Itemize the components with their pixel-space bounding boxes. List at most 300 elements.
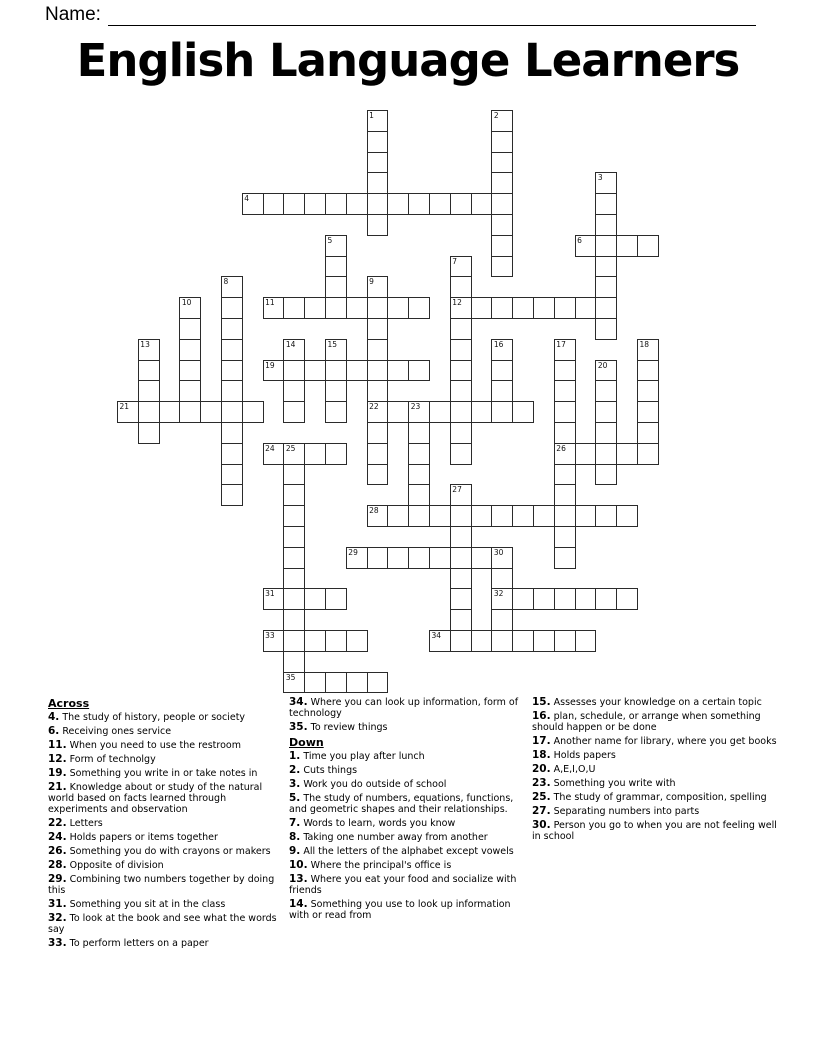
grid-cell[interactable]	[325, 401, 347, 423]
grid-cell[interactable]	[595, 318, 617, 340]
grid-cell[interactable]	[387, 547, 409, 569]
grid-cell[interactable]	[554, 630, 576, 652]
grid-cell[interactable]	[221, 484, 243, 506]
clue-number: 5.	[289, 792, 301, 804]
cell-number: 2	[493, 111, 499, 120]
grid-cell[interactable]	[283, 568, 305, 590]
cell-number: 33	[265, 631, 275, 640]
clue-number: 11.	[48, 739, 67, 751]
grid-cell[interactable]	[387, 193, 409, 215]
grid-cell[interactable]	[408, 401, 430, 423]
grid-cell[interactable]	[221, 443, 243, 465]
grid-cell[interactable]	[367, 131, 389, 153]
grid-cell[interactable]	[450, 318, 472, 340]
grid-cell[interactable]	[575, 630, 597, 652]
grid-cell[interactable]	[179, 360, 201, 382]
grid-cell[interactable]	[263, 297, 285, 319]
grid-cell[interactable]	[408, 297, 430, 319]
grid-cell[interactable]	[408, 193, 430, 215]
grid-cell[interactable]	[450, 339, 472, 361]
clue-number: 20.	[532, 763, 551, 775]
grid-cell[interactable]	[346, 672, 368, 694]
clue-number: 21.	[48, 781, 67, 793]
grid-cell[interactable]	[408, 360, 430, 382]
clue-text: All the letters of the alphabet except vowels	[300, 846, 514, 857]
grid-cell[interactable]	[367, 547, 389, 569]
grid-cell[interactable]	[554, 380, 576, 402]
grid-cell[interactable]	[408, 505, 430, 527]
grid-cell[interactable]	[200, 401, 222, 423]
clue-text: Form of technolgy	[66, 754, 156, 765]
grid-cell[interactable]	[575, 505, 597, 527]
grid-cell[interactable]	[533, 505, 555, 527]
grid-cell[interactable]	[554, 297, 576, 319]
grid-cell[interactable]	[367, 297, 389, 319]
grid-cell[interactable]	[221, 318, 243, 340]
clue-text: Something you sit at in the class	[66, 899, 226, 910]
grid-cell[interactable]	[471, 630, 493, 652]
grid-cell[interactable]	[491, 505, 513, 527]
grid-cell[interactable]	[263, 193, 285, 215]
clue-text: Knowledge about or study of the natural world based on facts learned through experiments and observation	[48, 782, 263, 815]
grid-cell[interactable]	[138, 360, 160, 382]
clue-number: 17.	[532, 735, 551, 747]
grid-cell[interactable]	[554, 339, 576, 361]
clue-text: plan, schedule, or arrange when something should happen or be done	[532, 711, 761, 733]
clue-item	[48, 726, 288, 737]
cell-number: 23	[410, 402, 421, 412]
clue-item	[532, 778, 782, 789]
clue-item	[532, 711, 782, 733]
clue-text: Another name for library, where you get books	[550, 736, 777, 747]
clue-text: To perform letters on a paper	[66, 938, 209, 949]
grid-cell[interactable]	[117, 401, 139, 423]
grid-cell[interactable]	[387, 401, 409, 423]
grid-cell[interactable]	[408, 547, 430, 569]
clue-number: 26.	[48, 845, 67, 857]
clue-number: 22.	[48, 817, 67, 829]
grid-cell[interactable]	[283, 443, 305, 465]
grid-cell[interactable]	[159, 401, 181, 423]
clue-number: 24.	[48, 831, 67, 843]
clue-number: 14.	[289, 898, 308, 910]
grid-cell[interactable]	[471, 193, 493, 215]
grid-cell[interactable]	[346, 360, 368, 382]
clue-column-across	[48, 697, 288, 952]
grid-cell[interactable]	[575, 443, 597, 465]
grid-cell[interactable]	[471, 505, 493, 527]
grid-cell[interactable]	[304, 193, 326, 215]
grid-cell[interactable]	[263, 630, 285, 652]
clue-text: Where you eat your food and socialize with friends	[289, 874, 517, 896]
grid-cell[interactable]	[242, 401, 264, 423]
cell-number: 3	[597, 173, 603, 183]
grid-cell[interactable]	[325, 276, 347, 298]
cell-number: 21	[119, 402, 130, 412]
grid-cell[interactable]	[637, 360, 659, 382]
grid-cell[interactable]	[616, 443, 638, 465]
grid-cell[interactable]	[533, 297, 555, 319]
grid-cell[interactable]	[595, 235, 617, 257]
grid-cell[interactable]	[554, 422, 576, 444]
grid-cell[interactable]	[595, 276, 617, 298]
cell-number: 15	[327, 339, 338, 349]
grid-cell[interactable]	[491, 588, 513, 610]
grid-cell[interactable]	[595, 588, 617, 610]
grid-cell[interactable]	[387, 360, 409, 382]
grid-cell[interactable]	[450, 380, 472, 402]
grid-cell[interactable]	[367, 443, 389, 465]
grid-cell[interactable]	[595, 172, 617, 194]
grid-cell[interactable]	[491, 110, 513, 132]
grid-cell[interactable]	[575, 588, 597, 610]
clue-number: 28.	[48, 859, 67, 871]
grid-cell[interactable]	[450, 256, 472, 278]
grid-cell[interactable]	[429, 547, 451, 569]
grid-cell[interactable]	[367, 672, 389, 694]
grid-cell[interactable]	[179, 401, 201, 423]
grid-cell[interactable]	[429, 505, 451, 527]
grid-cell[interactable]	[325, 235, 347, 257]
grid-cell[interactable]	[346, 547, 368, 569]
grid-cell[interactable]	[595, 401, 617, 423]
grid-cell[interactable]	[263, 588, 285, 610]
grid-cell[interactable]	[367, 505, 389, 527]
grid-cell[interactable]	[221, 276, 243, 298]
grid-cell[interactable]	[429, 630, 451, 652]
grid-cell[interactable]	[408, 484, 430, 506]
grid-cell[interactable]	[450, 360, 472, 382]
grid-cell[interactable]	[450, 484, 472, 506]
grid-cell[interactable]	[554, 464, 576, 486]
grid-cell[interactable]	[491, 256, 513, 278]
grid-cell[interactable]	[408, 422, 430, 444]
grid-cell[interactable]	[450, 588, 472, 610]
clue-item	[48, 818, 288, 829]
grid-cell[interactable]	[512, 505, 534, 527]
grid-cell[interactable]	[512, 297, 534, 319]
grid-cell[interactable]	[491, 193, 513, 215]
grid-cell[interactable]	[491, 401, 513, 423]
grid-cell[interactable]	[242, 193, 264, 215]
clue-item	[532, 697, 782, 708]
grid-cell[interactable]	[367, 422, 389, 444]
page-title: English Language Learners	[76, 34, 740, 87]
clue-text: The study of numbers, equations, functions, and geometric shapes and their relationships.	[289, 793, 514, 815]
grid-cell[interactable]	[325, 672, 347, 694]
grid-cell[interactable]	[263, 360, 285, 382]
grid-cell[interactable]	[471, 401, 493, 423]
grid-cell[interactable]	[637, 339, 659, 361]
grid-cell[interactable]	[533, 630, 555, 652]
clue-number: 30.	[532, 819, 551, 831]
grid-cell[interactable]	[387, 505, 409, 527]
grid-cell[interactable]	[616, 588, 638, 610]
grid-cell[interactable]	[325, 443, 347, 465]
cell-number: 1	[369, 111, 374, 120]
grid-cell[interactable]	[554, 360, 576, 382]
cell-number: 28	[369, 506, 379, 516]
grid-cell[interactable]	[304, 443, 326, 465]
grid-cell[interactable]	[637, 443, 659, 465]
grid-cell[interactable]	[450, 401, 472, 423]
clue-number: 34.	[289, 696, 308, 708]
grid-cell[interactable]	[595, 214, 617, 236]
clue-text: Something you write in or take notes in	[66, 768, 258, 779]
grid-cell[interactable]	[367, 276, 389, 298]
grid-cell[interactable]	[512, 401, 534, 423]
clue-text: Holds papers	[550, 750, 616, 761]
clue-text: Assesses your knowledge on a certain topic	[550, 697, 762, 708]
grid-cell[interactable]	[491, 152, 513, 174]
grid-cell[interactable]	[221, 380, 243, 402]
grid-cell[interactable]	[221, 360, 243, 382]
grid-cell[interactable]	[408, 443, 430, 465]
grid-cell[interactable]	[533, 588, 555, 610]
name-row	[45, 4, 756, 26]
grid-cell[interactable]	[491, 360, 513, 382]
grid-cell[interactable]	[304, 672, 326, 694]
grid-cell[interactable]	[179, 318, 201, 340]
grid-cell[interactable]	[367, 214, 389, 236]
grid-cell[interactable]	[367, 401, 389, 423]
grid-cell[interactable]	[179, 380, 201, 402]
grid-cell[interactable]	[325, 339, 347, 361]
clue-text: Cuts things	[300, 765, 358, 776]
clue-number: 35.	[289, 721, 308, 733]
grid-cell[interactable]	[491, 630, 513, 652]
grid-cell[interactable]	[595, 505, 617, 527]
grid-cell[interactable]	[283, 588, 305, 610]
grid-cell[interactable]	[138, 401, 160, 423]
grid-cell[interactable]	[450, 547, 472, 569]
grid-cell[interactable]	[283, 401, 305, 423]
name-blank-line[interactable]	[108, 5, 756, 26]
clue-text: Where you can look up information, form of technology	[289, 697, 519, 719]
clue-item	[289, 818, 529, 829]
grid-cell[interactable]	[595, 360, 617, 382]
grid-cell[interactable]	[346, 193, 368, 215]
cell-number: 12	[452, 298, 462, 308]
clue-number: 33.	[48, 937, 67, 949]
grid-cell[interactable]	[304, 360, 326, 382]
grid-cell[interactable]	[595, 297, 617, 319]
grid-cell[interactable]	[554, 588, 576, 610]
grid-cell[interactable]	[179, 297, 201, 319]
clue-item	[48, 740, 288, 751]
grid-cell[interactable]	[471, 547, 493, 569]
grid-cell[interactable]	[491, 380, 513, 402]
grid-cell[interactable]	[512, 630, 534, 652]
grid-cell[interactable]	[595, 422, 617, 444]
grid-cell[interactable]	[491, 609, 513, 631]
clue-text: The study of history, people or society	[59, 712, 246, 723]
grid-cell[interactable]	[346, 630, 368, 652]
grid-cell[interactable]	[450, 526, 472, 548]
grid-cell[interactable]	[283, 193, 305, 215]
cell-number: 16	[493, 339, 504, 349]
grid-cell[interactable]	[491, 339, 513, 361]
clue-number: 3.	[289, 778, 301, 790]
grid-cell[interactable]	[283, 547, 305, 569]
grid-cell[interactable]	[304, 630, 326, 652]
grid-cell[interactable]	[471, 297, 493, 319]
grid-cell[interactable]	[595, 193, 617, 215]
grid-cell[interactable]	[554, 443, 576, 465]
grid-cell[interactable]	[367, 172, 389, 194]
grid-cell[interactable]	[283, 484, 305, 506]
cell-number: 13	[140, 339, 150, 349]
grid-cell[interactable]	[283, 672, 305, 694]
clue-number: 27.	[532, 805, 551, 817]
grid-cell[interactable]	[637, 235, 659, 257]
grid-cell[interactable]	[491, 297, 513, 319]
clue-number: 32.	[48, 912, 67, 924]
grid-cell[interactable]	[554, 526, 576, 548]
grid-cell[interactable]	[408, 464, 430, 486]
grid-cell[interactable]	[283, 380, 305, 402]
grid-cell[interactable]	[283, 630, 305, 652]
grid-cell[interactable]	[616, 235, 638, 257]
grid-cell[interactable]	[491, 568, 513, 590]
clue-text: Combining two numbers together by doing this	[48, 874, 275, 896]
grid-cell[interactable]	[554, 401, 576, 423]
grid-cell[interactable]	[346, 297, 368, 319]
clue-text: Work you do outside of school	[300, 779, 447, 790]
grid-cell[interactable]	[450, 630, 472, 652]
grid-cell[interactable]	[450, 193, 472, 215]
grid-cell[interactable]	[283, 297, 305, 319]
grid-cell[interactable]	[325, 297, 347, 319]
grid-cell[interactable]	[367, 193, 389, 215]
grid-cell[interactable]	[637, 422, 659, 444]
grid-cell[interactable]	[595, 380, 617, 402]
grid-cell[interactable]	[491, 235, 513, 257]
grid-cell[interactable]	[429, 401, 451, 423]
grid-cell[interactable]	[554, 505, 576, 527]
grid-cell[interactable]	[325, 360, 347, 382]
grid-cell[interactable]	[325, 588, 347, 610]
grid-cell[interactable]	[367, 339, 389, 361]
cell-number: 32	[493, 589, 504, 599]
clue-text: Holds papers or items together	[66, 832, 218, 843]
grid-cell[interactable]	[283, 505, 305, 527]
clue-text: When you need to use the restroom	[66, 740, 241, 751]
grid-cell[interactable]	[575, 297, 597, 319]
clue-item	[289, 874, 529, 896]
grid-cell[interactable]	[367, 360, 389, 382]
grid-cell[interactable]	[367, 152, 389, 174]
cell-number: 27	[452, 485, 462, 495]
grid-cell[interactable]	[491, 172, 513, 194]
grid-cell[interactable]	[179, 339, 201, 361]
grid-cell[interactable]	[367, 464, 389, 486]
grid-cell[interactable]	[221, 297, 243, 319]
clue-number: 4.	[48, 711, 60, 723]
grid-cell[interactable]	[283, 464, 305, 486]
clue-text: To review things	[307, 722, 388, 733]
grid-cell[interactable]	[450, 297, 472, 319]
grid-cell[interactable]	[554, 484, 576, 506]
clue-item	[48, 754, 288, 765]
grid-cell[interactable]	[616, 505, 638, 527]
grid-cell[interactable]	[367, 110, 389, 132]
grid-cell[interactable]	[283, 339, 305, 361]
grid-cell[interactable]	[491, 131, 513, 153]
grid-cell[interactable]	[450, 505, 472, 527]
grid-cell[interactable]	[491, 214, 513, 236]
grid-cell[interactable]	[512, 588, 534, 610]
grid-cell[interactable]	[221, 401, 243, 423]
grid-cell[interactable]	[554, 547, 576, 569]
grid-cell[interactable]	[325, 256, 347, 278]
grid-cell[interactable]	[283, 609, 305, 631]
grid-cell[interactable]	[221, 464, 243, 486]
grid-cell[interactable]	[575, 235, 597, 257]
grid-cell[interactable]	[450, 568, 472, 590]
clue-number: 13.	[289, 873, 308, 885]
grid-cell[interactable]	[283, 651, 305, 673]
clue-number: 7.	[289, 817, 301, 829]
grid-cell[interactable]	[221, 422, 243, 444]
grid-cell[interactable]	[138, 422, 160, 444]
grid-cell[interactable]	[637, 380, 659, 402]
grid-cell[interactable]	[138, 380, 160, 402]
clue-item	[532, 764, 782, 775]
grid-cell[interactable]	[595, 464, 617, 486]
cell-number: 20	[597, 360, 608, 370]
grid-cell[interactable]	[304, 297, 326, 319]
clue-number: 19.	[48, 767, 67, 779]
grid-cell[interactable]	[325, 380, 347, 402]
grid-cell[interactable]	[429, 193, 451, 215]
grid-cell[interactable]	[283, 526, 305, 548]
clue-item	[289, 722, 529, 733]
grid-cell[interactable]	[325, 193, 347, 215]
grid-cell[interactable]	[491, 547, 513, 569]
clue-item	[532, 820, 782, 842]
clue-number: 23.	[532, 777, 551, 789]
grid-cell[interactable]	[450, 443, 472, 465]
grid-cell[interactable]	[138, 339, 160, 361]
cell-number: 14	[285, 339, 296, 349]
grid-cell[interactable]	[387, 297, 409, 319]
cell-number: 10	[181, 298, 192, 308]
clue-item	[289, 860, 529, 871]
grid-cell[interactable]	[450, 609, 472, 631]
cell-number: 11	[265, 298, 275, 308]
grid-cell[interactable]	[367, 318, 389, 340]
grid-cell[interactable]	[367, 380, 389, 402]
clue-number: 16.	[532, 710, 551, 722]
clue-number: 2.	[289, 764, 301, 776]
grid-cell[interactable]	[304, 588, 326, 610]
clue-text: Receiving ones service	[59, 726, 172, 737]
clue-item	[289, 899, 529, 921]
cell-number: 31	[265, 589, 275, 599]
grid-cell[interactable]	[263, 443, 285, 465]
grid-cell[interactable]	[450, 422, 472, 444]
grid-cell[interactable]	[595, 443, 617, 465]
grid-cell[interactable]	[595, 256, 617, 278]
grid-cell[interactable]	[325, 630, 347, 652]
grid-cell[interactable]	[637, 401, 659, 423]
clue-number: 15.	[532, 696, 551, 708]
clue-text: Opposite of division	[66, 860, 164, 871]
grid-cell[interactable]	[450, 276, 472, 298]
grid-cell[interactable]	[283, 360, 305, 382]
grid-cell[interactable]	[221, 339, 243, 361]
